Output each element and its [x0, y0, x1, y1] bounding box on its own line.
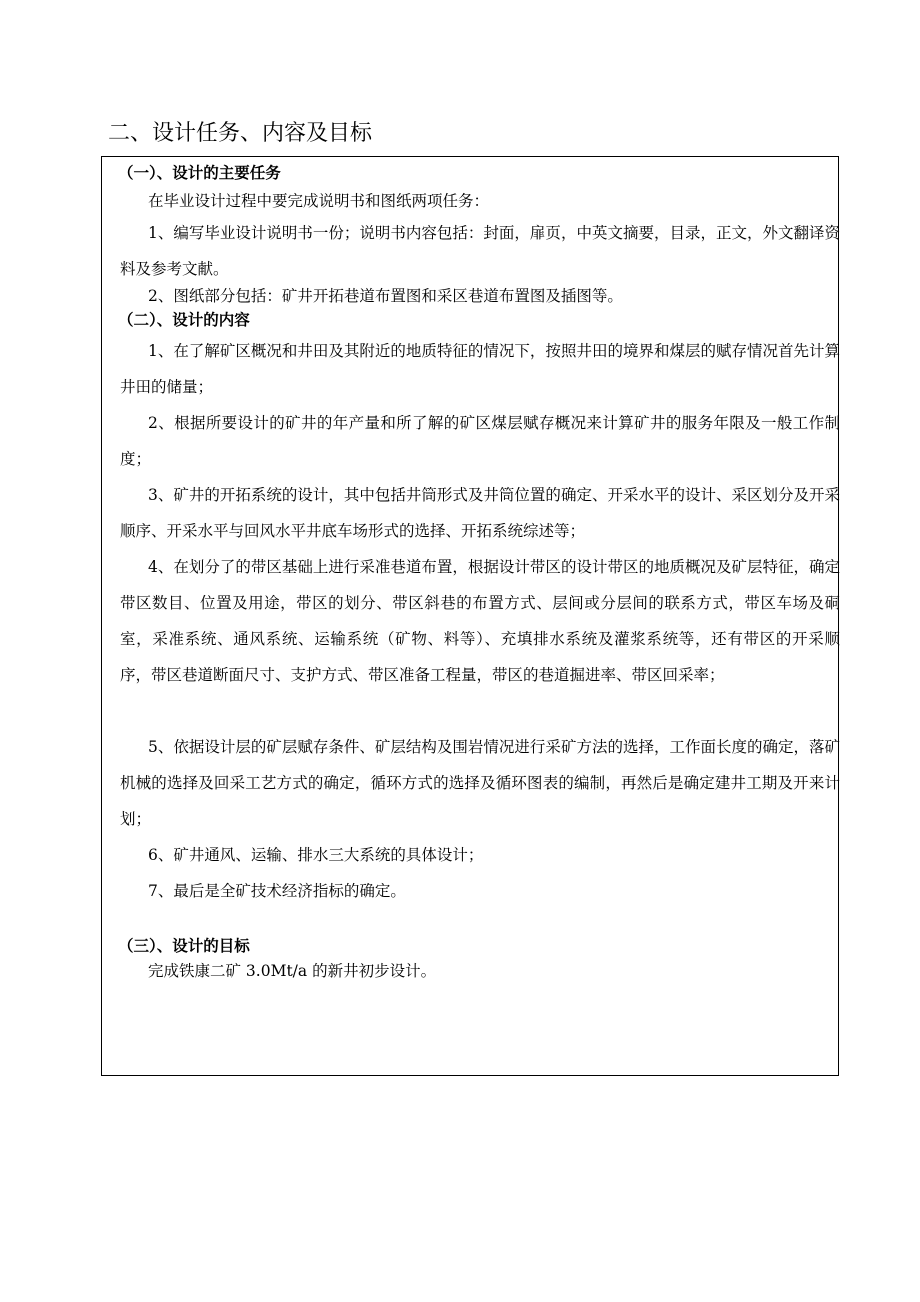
paragraph: 完成铁康二矿 3.0Mt/a 的新井初步设计。	[148, 962, 437, 980]
paragraph: 6、矿井通风、运输、排水三大系统的具体设计；	[148, 846, 484, 864]
page-title: 二、设计任务、内容及目标	[108, 121, 373, 146]
paragraph: 2、图纸部分包括：矿井开拓巷道布置图和采区巷道布置图及插图等。	[148, 287, 623, 305]
paragraph: 2、根据所要设计的矿井的年产量和所了解的矿区煤层赋存概况来计算矿井的服务年限及一般工作制度；	[120, 414, 840, 468]
content-box	[101, 156, 839, 1076]
paragraph: 1、在了解矿区概况和井田及其附近的地质特征的情况下，按照井田的境界和煤层的赋存情况首先计算井田的储量；	[120, 342, 840, 396]
section-heading-goal: （三）、设计的目标	[118, 937, 250, 955]
paragraph: 在毕业设计过程中要完成说明书和图纸两项任务：	[148, 192, 490, 210]
section-heading-tasks: （一）、设计的主要任务	[118, 164, 281, 182]
paragraph: 7、最后是全矿技术经济指标的确定。	[148, 882, 406, 900]
section-heading-content: （二）、设计的内容	[118, 311, 250, 329]
paragraph: 1、编写毕业设计说明书一份；说明书内容包括：封面，扉页，中英文摘要，目录，正文，外文翻译资料及参考文献。	[120, 224, 840, 278]
paragraph: 5、依据设计层的矿层赋存条件、矿层结构及围岩情况进行采矿方法的选择，工作面长度的确定，落矿机械的选择及回采工艺方式的确定，循环方式的选择及循环图表的编制，再然后是确定建井工期及开来计划；	[120, 738, 840, 828]
paragraph: 3、矿井的开拓系统的设计，其中包括井筒形式及井筒位置的确定、开采水平的设计、采区划分及开采顺序、开采水平与回风水平井底车场形式的选择、开拓系统综述等；	[120, 486, 840, 540]
paragraph: 4、在划分了的带区基础上进行采准巷道布置，根据设计带区的设计带区的地质概况及矿层特征，确定带区数目、位置及用途，带区的划分、带区斜巷的布置方式、层间或分层间的联系方式，带区车场及硐室，采准系统、通风系统、运输系统（矿物、料等）、充填排水系统及灌浆系统等，还有带区的开采顺序，带区巷道断面尺寸、支护方式、带区准备工程量，带区的巷道掘进率、带区回采率；	[120, 558, 840, 684]
